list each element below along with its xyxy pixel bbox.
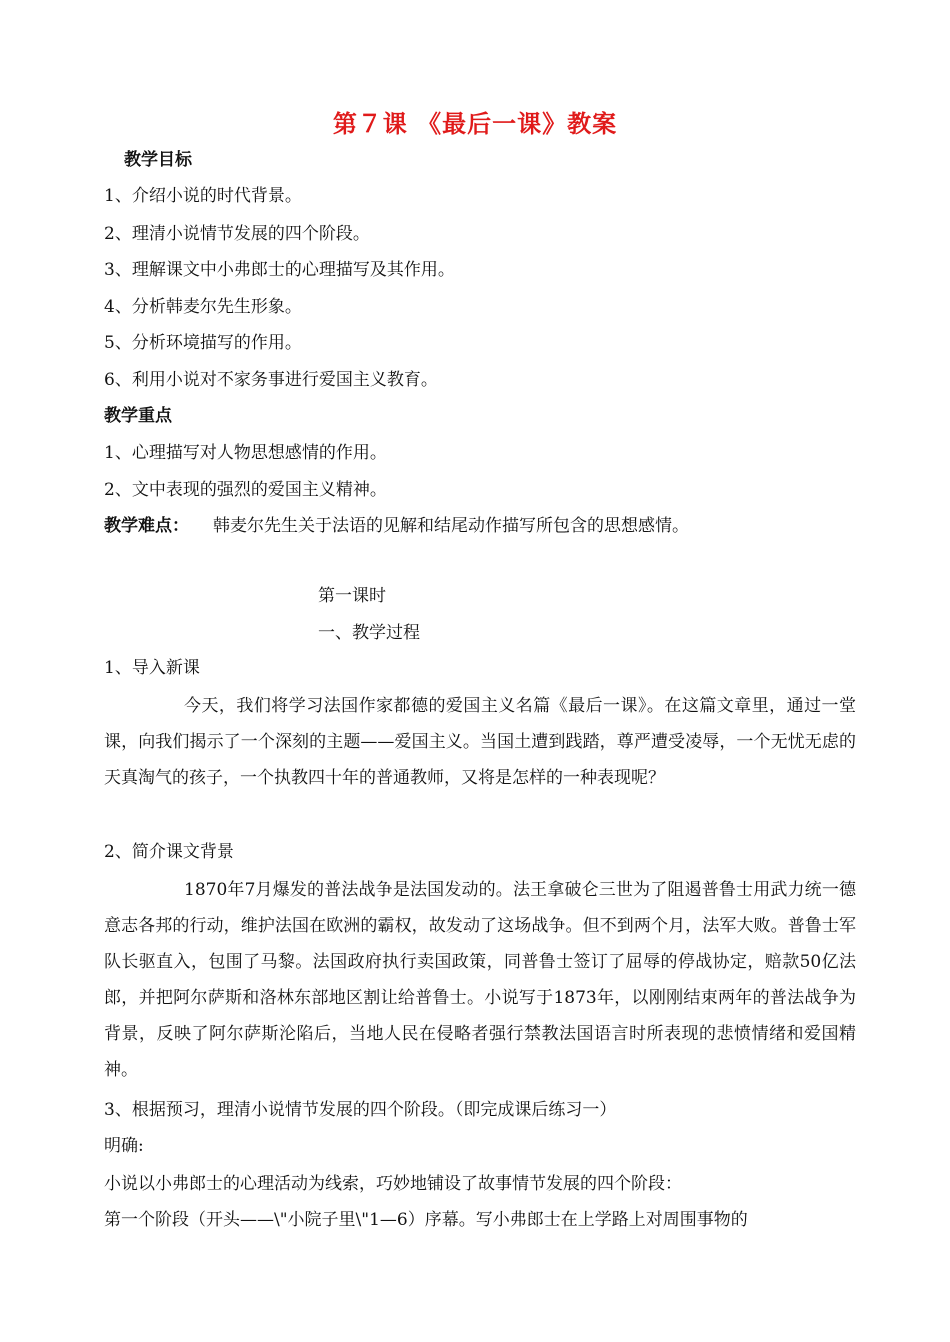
step3-heading: 3、根据预习，理清小说情节发展的四个阶段。（即完成课后练习一）: [104, 1100, 617, 1120]
step3-clarify: 明确:: [104, 1136, 144, 1156]
difficulty-text: 韩麦尔先生关于法语的见解和结尾动作描写所包含的思想感情。: [213, 516, 689, 536]
objective-item: 2、理清小说情节发展的四个阶段。: [104, 224, 370, 244]
document-title: 第７课 《最后一课》教案: [332, 110, 618, 138]
step3-stage1: 第一个阶段（开头——\"小院子里\"1—6）序幕。写小弗郎士在上学路上对周围事物的: [104, 1210, 748, 1230]
step2-heading: 2、简介课文背景: [104, 842, 234, 862]
objective-item: 3、理解课文中小弗郎士的心理描写及其作用。: [104, 260, 455, 280]
objective-item: 1、介绍小说的时代背景。: [104, 186, 302, 206]
step3-intro: 小说以小弗郎士的心理活动为线索，巧妙地铺设了故事情节发展的四个阶段：: [104, 1174, 682, 1194]
step1-body: 今天，我们将学习法国作家都德的爱国主义名篇《最后一课》。在这篇文章里，通过一堂课，向我们揭示了一个深刻的主题——爱国主义。当国土遭到践踏，尊严遭受凌辱，一个无忧无虑的天真淘气的孩子，一个执教四十年的普通教师，又将是怎样的一种表现呢？: [104, 696, 856, 788]
lesson-period: 第一课时: [318, 586, 386, 606]
key-point-item: 1、心理描写对人物思想感情的作用。: [104, 443, 387, 463]
key-point-item: 2、文中表现的强烈的爱国主义精神。: [104, 480, 387, 500]
difficulty-label: 教学难点：: [104, 516, 189, 536]
difficulty-line: [104, 518, 689, 535]
objective-item: 6、利用小说对不家务事进行爱国主义教育。: [104, 370, 438, 390]
objectives-heading: 教学目标: [124, 150, 192, 170]
key-points-heading: 教学重点: [104, 406, 172, 426]
objective-item: 4、分析韩麦尔先生形象。: [104, 297, 302, 317]
lesson-process: 一、教学过程: [318, 623, 420, 643]
step2-body: 1870年7月爆发的普法战争是法国发动的。法王拿破仑三世为了阻遏普鲁士用武力统一德意志各邦的行动，维护法国在欧洲的霸权，故发动了这场战争。但不到两个月，法军大败。普鲁士军队长驱直入，包围了马黎。法国政府执行卖国政策，同普鲁士签订了屈辱的停战协定，赔款50亿法郎，并把阿尔萨斯和洛林东部地区割让给普鲁士。小说写于1873年，以刚刚结束两年的普法战争为背景，反映了阿尔萨斯沦陷后，当地人民在侵略者强行禁教法国语言时所表现的悲愤情绪和爱国精神。: [104, 880, 856, 1080]
step1-heading: 1、导入新课: [104, 658, 200, 678]
objective-item: 5、分析环境描写的作用。: [104, 333, 302, 353]
